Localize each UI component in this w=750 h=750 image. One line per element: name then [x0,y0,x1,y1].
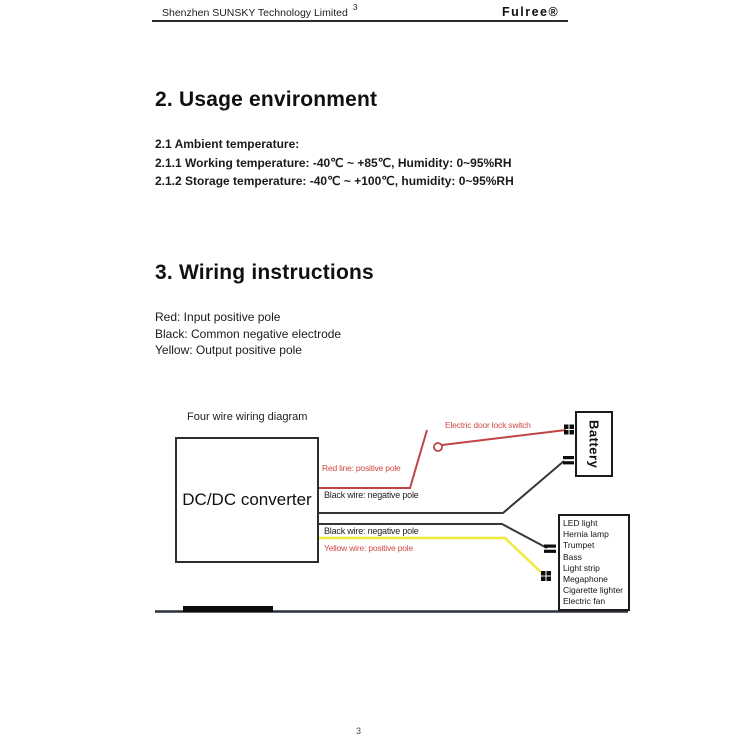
header-brand-logo: Fulree® [502,5,560,19]
load-item: LED light [563,518,598,528]
battery-negative-connector-icon [563,456,574,464]
usage-line-working-temp: 2.1.1 Working temperature: -40℃ ~ +85℃, Humidity: 0~95%RH [155,155,512,170]
black-wire-loads-label: Black wire: negative pole [324,526,419,536]
load-item: Bass [563,551,582,562]
diagram-baseline-bar [183,606,273,612]
usage-line-storage-temp: 2.1.2 Storage temperature: -40℃ ~ +100℃, humidity: 0~95%RH [155,174,514,188]
loads-box [558,514,630,611]
page-number: 3 [356,726,362,736]
wiring-line-black: Black: Common negative electrode [155,326,342,341]
load-item: Cigarette lighter [563,585,624,596]
black-wire-battery-label: Black wire: negative pole [324,490,419,500]
usage-section-title: 2. Usage environment [155,88,378,111]
dc-dc-converter-label: DC/DC converter [182,490,312,509]
header-superscript: 3 [353,3,358,12]
load-item: Megaphone [563,574,608,585]
battery-label: Battery [586,419,602,469]
loads-positive-connector-icon [541,571,551,581]
load-item: Light strip [563,562,600,573]
dc-dc-converter-box [175,437,319,563]
load-item: Hernia lamp [563,529,609,540]
red-wire-to-battery [442,430,566,445]
wiring-line-red: Red: Input positive pole [155,310,281,324]
battery-box [575,411,613,477]
header-company-name: Shenzhen SUNSKY Technology Limited [162,7,348,19]
red-wire-label: Red line: positive pole [322,463,401,473]
load-item: Trumpet [563,540,595,551]
yellow-wire-label: Yellow wire: positive pole [324,543,413,553]
battery-positive-connector-icon [564,425,574,435]
wiring-line-yellow: Yellow: Output positive pole [155,343,302,357]
usage-line-ambient: 2.1 Ambient temperature: [155,137,300,151]
switch-label: Electric door lock switch [445,420,531,430]
load-item: Electric fan [563,596,606,607]
usage-section-body [155,135,514,191]
loads-negative-connector-icon [544,545,556,553]
wiring-section-body [155,309,341,359]
red-wire [318,430,427,488]
wiring-section-title: 3. Wiring instructions [155,261,374,284]
header-rule [152,20,568,22]
door-lock-switch-contact [434,443,442,451]
diagram-caption: Four wire wiring diagram [187,411,308,423]
